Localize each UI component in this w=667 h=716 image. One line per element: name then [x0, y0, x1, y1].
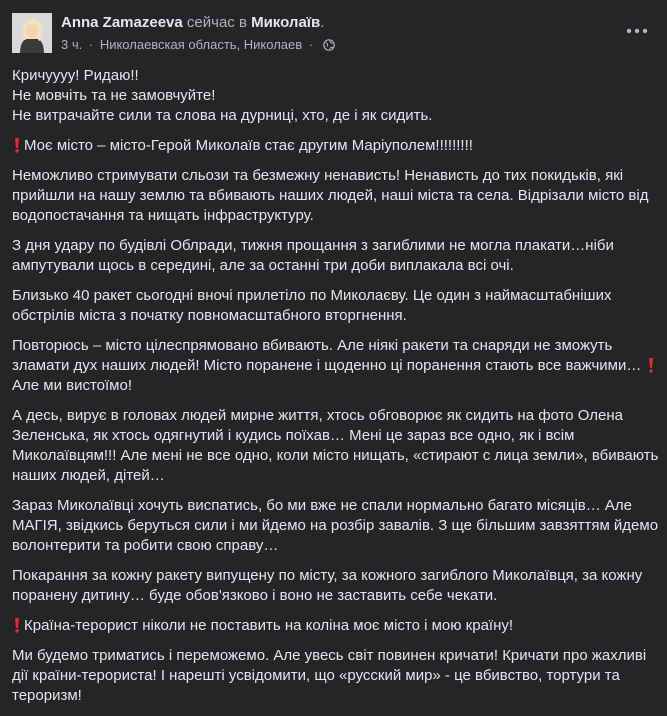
- paragraph: [12, 136, 660, 156]
- paragraph: [12, 236, 660, 276]
- paragraph: [12, 286, 660, 326]
- text-line: МАГІЯ, звідкись беруться сили і ми йдемо на розбір завалів. З ще більшим завзяттям йдемо: [12, 517, 659, 534]
- text-line: Миколаївцям!!! Але мені не все одно, коли місто нищать, «стирают с лица земли», вбивають: [12, 447, 659, 464]
- text-line: обстрілів міста з початку повномасштабного вторгнення.: [12, 307, 407, 324]
- text-line: [12, 136, 660, 156]
- post-text: [12, 66, 660, 716]
- paragraph: [12, 646, 660, 706]
- paragraph: [12, 66, 660, 126]
- alert-line-text: Моє місто – місто-Герой Миколаїв стає другим Маріуполем!!!!!!!!!: [24, 137, 473, 154]
- text-line: Кричуууу! Ридаю!!: [12, 67, 139, 84]
- text-line: Неможливо стримувати сльози та безмежну ненависть! Ненависть до тих покидьків, які: [12, 167, 624, 184]
- text-line: Не мовчіть та не замовчуйте!: [12, 87, 216, 104]
- text-line: дії країни-терориста! І нарешті усвідомити, що «русский мир» - це вбивство, тортури та: [12, 667, 620, 684]
- meta-separator-2: ·: [308, 37, 314, 52]
- exclamation-icon: [12, 137, 22, 153]
- globe-icon[interactable]: [323, 39, 335, 51]
- avatar[interactable]: [12, 13, 52, 53]
- text-line: Близько 40 ракет сьогодні вночі прилетіло по Миколаєву. Це один з наймасштабніших: [12, 287, 612, 304]
- text-line: Але ми вистоїмо!: [12, 377, 133, 394]
- text-line: водопостачання та нищать інфраструктуру.: [12, 207, 314, 224]
- text-line-content: зламати дух наших людей! Місто поранене і щоденно ці поранення стають все важчими…: [12, 357, 642, 374]
- text-line: наших людей, дітей…: [12, 467, 165, 484]
- text-line: Ми будемо триматись і переможемо. Але увесь світ повинен кричати! Кричати про жахливі: [12, 647, 647, 664]
- text-line: А десь, вирує в головах людей мирне життя, хтось обговорює як сидить на фото Олена: [12, 407, 624, 424]
- text-line: З дня удару по будівлі Облради, тижня прощання з загиблими не могла плакати…ніби: [12, 237, 614, 254]
- text-line: поранену дитину… буде обов'язково і воно не заставить себе чекати.: [12, 587, 498, 604]
- check-in-action: сейчас в: [186, 14, 247, 31]
- paragraph: [12, 336, 660, 396]
- paragraph: [12, 566, 660, 606]
- paragraph: [12, 406, 660, 486]
- text-line: прийшли на нашу землю та вбивають наших людей, наші міста та села. Відрізали місто від: [12, 187, 649, 204]
- text-line: [12, 356, 660, 376]
- author-line: [61, 14, 324, 32]
- post-meta: [61, 37, 335, 53]
- text-line: Повторюсь – місто цілеспрямовано вбивають. Але ніякі ракети та снаряди не зможуть: [12, 337, 613, 354]
- alert-line-text: Країна-терорист ніколи не поставить на коліна моє місто і мою країну!: [24, 617, 514, 634]
- check-in-place[interactable]: Миколаїв: [251, 14, 321, 31]
- paragraph: [12, 616, 660, 636]
- text-line: [12, 616, 660, 636]
- text-line: волонтерити та робити свою справу…: [12, 537, 279, 554]
- text-line: Не витрачайте сили та слова на дурниці, хто, де і як сидить.: [12, 107, 433, 124]
- exclamation-icon: [12, 617, 22, 633]
- text-line: Зараз Миколаївці хочуть виспатись, бо ми вже не спали нормально багато місяців… Але: [12, 497, 633, 514]
- more-options-button[interactable]: [625, 24, 649, 38]
- text-line: тероризм!: [12, 687, 82, 704]
- place-suffix: .: [320, 14, 325, 31]
- text-line: Покарання за кожну ракету випущену по місту, за кожного загиблого Миколаївця, за кожну: [12, 567, 643, 584]
- post-header: [0, 0, 667, 62]
- paragraph: [12, 496, 660, 556]
- ellipsis-icon: [625, 24, 649, 38]
- post-time[interactable]: 3 ч.: [61, 37, 83, 52]
- exclamation-icon: [646, 357, 656, 373]
- profile-photo: [12, 13, 52, 53]
- paragraph: [12, 166, 660, 226]
- post-location[interactable]: Николаевская область, Николаев: [99, 37, 303, 52]
- text-line: ампутували щось в середині, але за останні три доби виплакала всі очі.: [12, 257, 514, 274]
- author-name[interactable]: Anna Zamazeeva: [61, 14, 183, 31]
- text-line: Зеленська, як хтось одягнутий і кудись поїхав… Мені це зараз все одно, як і всім: [12, 427, 575, 444]
- meta-separator: ·: [88, 37, 94, 52]
